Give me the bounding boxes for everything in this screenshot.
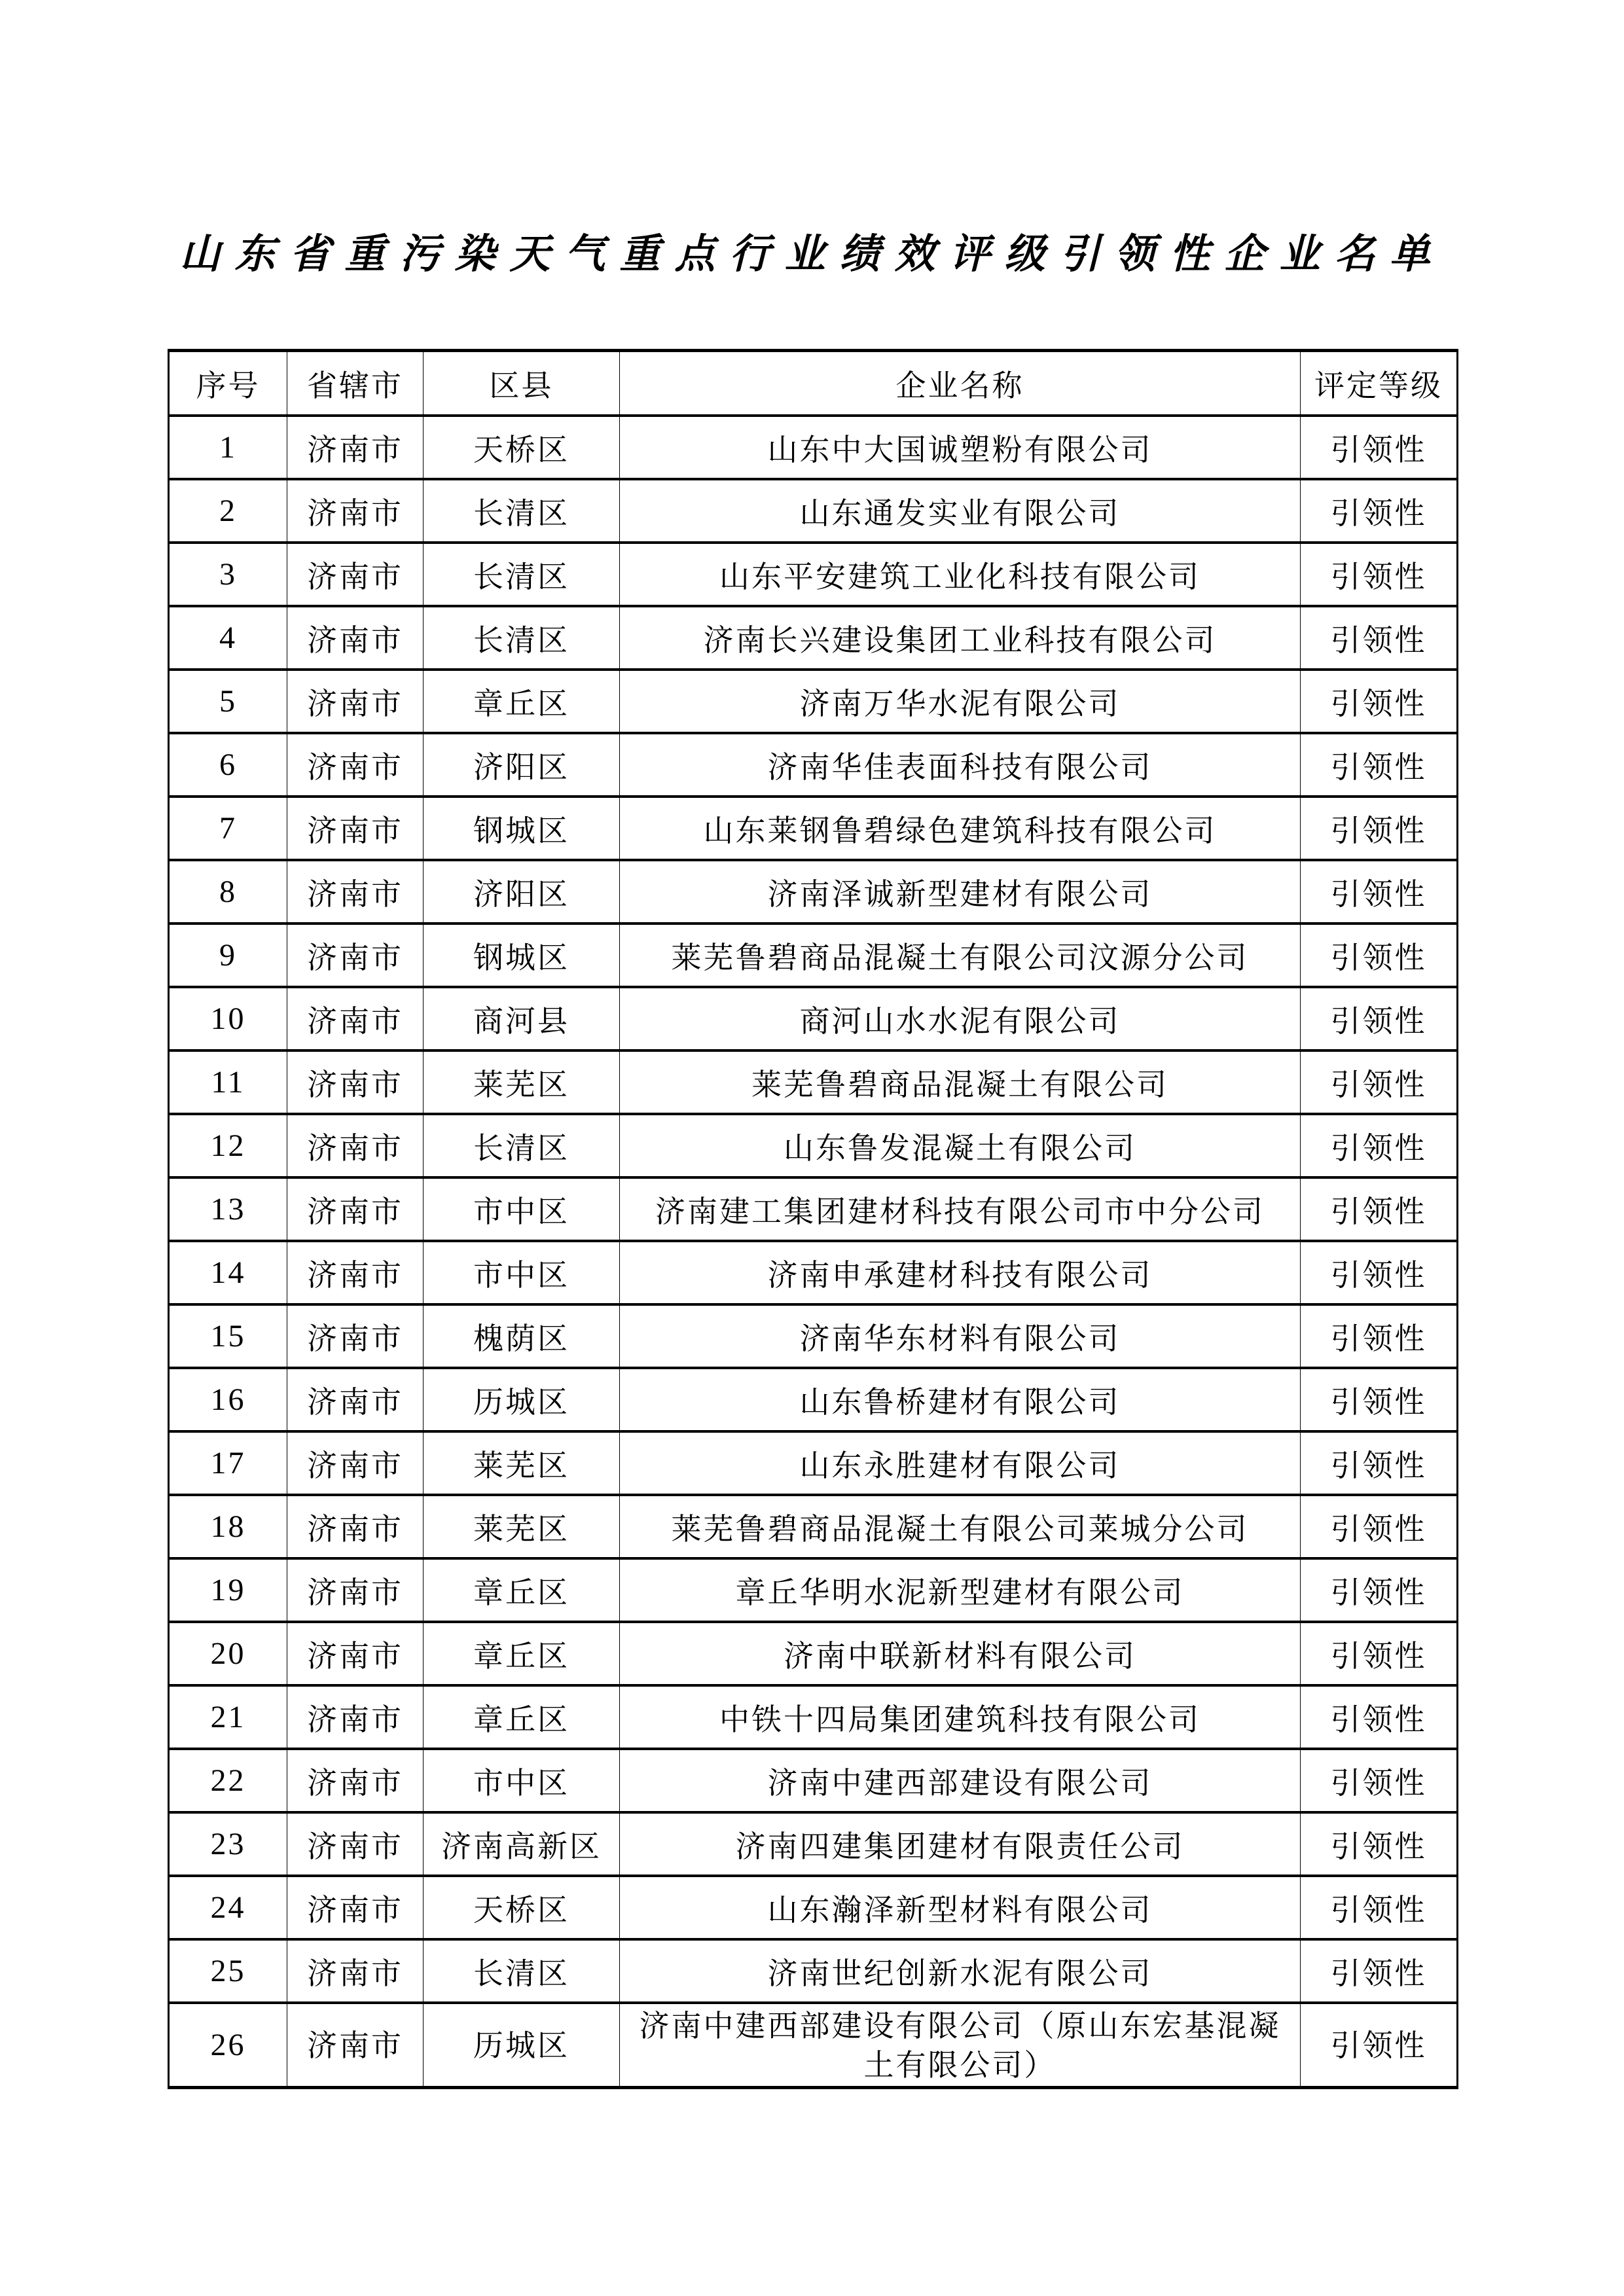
cell-district: 济阳区	[424, 860, 620, 924]
table-row	[169, 1685, 1458, 1749]
cell-company: 济南华佳表面科技有限公司	[620, 733, 1301, 797]
table-row	[169, 1304, 1458, 1368]
cell-company: 济南中建西部建设有限公司	[620, 1749, 1301, 1812]
cell-company: 山东通发实业有限公司	[620, 479, 1301, 543]
cell-level: 引领性	[1301, 2003, 1458, 2088]
cell-city: 济南市	[287, 670, 424, 733]
cell-district: 长清区	[424, 606, 620, 670]
cell-district: 钢城区	[424, 797, 620, 860]
cell-city: 济南市	[287, 733, 424, 797]
cell-no: 10	[169, 987, 287, 1050]
cell-city: 济南市	[287, 1685, 424, 1749]
cell-level: 引领性	[1301, 1495, 1458, 1558]
table-header-row	[169, 351, 1458, 416]
document-title: 山东省重污染天气重点行业绩效评级引领性企业名单	[179, 230, 1445, 278]
cell-district: 章丘区	[424, 1685, 620, 1749]
cell-no: 6	[169, 733, 287, 797]
cell-company: 莱芜鲁碧商品混凝土有限公司莱城分公司	[620, 1495, 1301, 1558]
table-row	[169, 797, 1458, 860]
cell-level: 引领性	[1301, 1368, 1458, 1431]
cell-no: 20	[169, 1622, 287, 1685]
cell-company: 章丘华明水泥新型建材有限公司	[620, 1558, 1301, 1622]
cell-no: 12	[169, 1114, 287, 1177]
cell-city: 济南市	[287, 416, 424, 479]
cell-city: 济南市	[287, 1241, 424, 1304]
cell-district: 莱芜区	[424, 1431, 620, 1495]
cell-city: 济南市	[287, 1304, 424, 1368]
table-row	[169, 1050, 1458, 1114]
cell-company: 山东鲁发混凝土有限公司	[620, 1114, 1301, 1177]
cell-district: 钢城区	[424, 924, 620, 987]
cell-no: 19	[169, 1558, 287, 1622]
cell-level: 引领性	[1301, 987, 1458, 1050]
cell-city: 济南市	[287, 1177, 424, 1241]
cell-company: 济南中建西部建设有限公司（原山东宏基混凝土有限公司）	[620, 2003, 1301, 2088]
table-row	[169, 1177, 1458, 1241]
cell-district: 天桥区	[424, 416, 620, 479]
table-row	[169, 1749, 1458, 1812]
cell-no: 14	[169, 1241, 287, 1304]
cell-district: 长清区	[424, 1114, 620, 1177]
header-district: 区县	[424, 351, 620, 416]
cell-level: 引领性	[1301, 1177, 1458, 1241]
cell-no: 11	[169, 1050, 287, 1114]
cell-level: 引领性	[1301, 1558, 1458, 1622]
cell-company: 莱芜鲁碧商品混凝土有限公司汶源分公司	[620, 924, 1301, 987]
cell-district: 章丘区	[424, 670, 620, 733]
cell-district: 济阳区	[424, 733, 620, 797]
table-row	[169, 733, 1458, 797]
header-level: 评定等级	[1301, 351, 1458, 416]
cell-company: 莱芜鲁碧商品混凝土有限公司	[620, 1050, 1301, 1114]
cell-district: 历城区	[424, 2003, 620, 2088]
cell-city: 济南市	[287, 1876, 424, 1939]
table-row	[169, 1241, 1458, 1304]
cell-company: 商河山水水泥有限公司	[620, 987, 1301, 1050]
cell-city: 济南市	[287, 606, 424, 670]
cell-city: 济南市	[287, 1622, 424, 1685]
cell-district: 槐荫区	[424, 1304, 620, 1368]
cell-no: 3	[169, 543, 287, 606]
cell-level: 引领性	[1301, 1622, 1458, 1685]
cell-district: 商河县	[424, 987, 620, 1050]
cell-district: 章丘区	[424, 1558, 620, 1622]
cell-level: 引领性	[1301, 1304, 1458, 1368]
cell-company: 济南世纪创新水泥有限公司	[620, 1939, 1301, 2003]
cell-no: 13	[169, 1177, 287, 1241]
cell-company: 济南长兴建设集团工业科技有限公司	[620, 606, 1301, 670]
cell-city: 济南市	[287, 2003, 424, 2088]
cell-company: 济南建工集团建材科技有限公司市中分公司	[620, 1177, 1301, 1241]
cell-company: 济南中联新材料有限公司	[620, 1622, 1301, 1685]
table-row	[169, 670, 1458, 733]
table-row	[169, 860, 1458, 924]
cell-city: 济南市	[287, 1558, 424, 1622]
table-row	[169, 1368, 1458, 1431]
cell-district: 长清区	[424, 1939, 620, 2003]
cell-level: 引领性	[1301, 1431, 1458, 1495]
table-row	[169, 1558, 1458, 1622]
cell-no: 4	[169, 606, 287, 670]
cell-no: 25	[169, 1939, 287, 2003]
cell-city: 济南市	[287, 1495, 424, 1558]
cell-no: 23	[169, 1812, 287, 1876]
cell-district: 市中区	[424, 1749, 620, 1812]
cell-company: 济南泽诚新型建材有限公司	[620, 860, 1301, 924]
cell-city: 济南市	[287, 1431, 424, 1495]
cell-level: 引领性	[1301, 1876, 1458, 1939]
header-company: 企业名称	[620, 351, 1301, 416]
cell-company: 济南四建集团建材有限责任公司	[620, 1812, 1301, 1876]
header-city: 省辖市	[287, 351, 424, 416]
table-row	[169, 606, 1458, 670]
cell-level: 引领性	[1301, 733, 1458, 797]
cell-company: 山东瀚泽新型材料有限公司	[620, 1876, 1301, 1939]
cell-city: 济南市	[287, 987, 424, 1050]
table-row	[169, 1812, 1458, 1876]
cell-no: 24	[169, 1876, 287, 1939]
cell-level: 引领性	[1301, 860, 1458, 924]
cell-no: 8	[169, 860, 287, 924]
cell-level: 引领性	[1301, 479, 1458, 543]
enterprise-list-table	[168, 349, 1458, 2089]
cell-level: 引领性	[1301, 797, 1458, 860]
cell-company: 山东中大国诚塑粉有限公司	[620, 416, 1301, 479]
cell-level: 引领性	[1301, 416, 1458, 479]
cell-district: 市中区	[424, 1177, 620, 1241]
table-row	[169, 479, 1458, 543]
cell-company: 济南华东材料有限公司	[620, 1304, 1301, 1368]
cell-no: 22	[169, 1749, 287, 1812]
cell-district: 市中区	[424, 1241, 620, 1304]
cell-level: 引领性	[1301, 1685, 1458, 1749]
cell-district: 天桥区	[424, 1876, 620, 1939]
cell-level: 引领性	[1301, 1050, 1458, 1114]
cell-district: 长清区	[424, 479, 620, 543]
cell-district: 章丘区	[424, 1622, 620, 1685]
cell-no: 17	[169, 1431, 287, 1495]
header-no: 序号	[169, 351, 287, 416]
cell-district: 历城区	[424, 1368, 620, 1431]
cell-city: 济南市	[287, 479, 424, 543]
table-row	[169, 2003, 1458, 2088]
cell-level: 引领性	[1301, 606, 1458, 670]
table-row	[169, 416, 1458, 479]
table-row	[169, 1939, 1458, 2003]
cell-city: 济南市	[287, 1812, 424, 1876]
cell-company: 山东永胜建材有限公司	[620, 1431, 1301, 1495]
cell-level: 引领性	[1301, 1241, 1458, 1304]
table-row	[169, 1431, 1458, 1495]
cell-company: 济南万华水泥有限公司	[620, 670, 1301, 733]
cell-no: 1	[169, 416, 287, 479]
cell-level: 引领性	[1301, 543, 1458, 606]
cell-level: 引领性	[1301, 1749, 1458, 1812]
cell-no: 18	[169, 1495, 287, 1558]
cell-city: 济南市	[287, 1050, 424, 1114]
cell-city: 济南市	[287, 924, 424, 987]
cell-level: 引领性	[1301, 670, 1458, 733]
cell-city: 济南市	[287, 797, 424, 860]
cell-company: 中铁十四局集团建筑科技有限公司	[620, 1685, 1301, 1749]
table-row	[169, 543, 1458, 606]
table-row	[169, 1622, 1458, 1685]
cell-no: 21	[169, 1685, 287, 1749]
table-row	[169, 1876, 1458, 1939]
cell-level: 引领性	[1301, 1114, 1458, 1177]
cell-no: 7	[169, 797, 287, 860]
table-row	[169, 1495, 1458, 1558]
cell-district: 莱芜区	[424, 1495, 620, 1558]
table-row	[169, 987, 1458, 1050]
cell-no: 26	[169, 2003, 287, 2088]
cell-city: 济南市	[287, 543, 424, 606]
cell-no: 5	[169, 670, 287, 733]
cell-no: 15	[169, 1304, 287, 1368]
cell-city: 济南市	[287, 1939, 424, 2003]
table-row	[169, 1114, 1458, 1177]
cell-district: 济南高新区	[424, 1812, 620, 1876]
cell-city: 济南市	[287, 1368, 424, 1431]
cell-city: 济南市	[287, 1114, 424, 1177]
cell-no: 2	[169, 479, 287, 543]
cell-company: 山东莱钢鲁碧绿色建筑科技有限公司	[620, 797, 1301, 860]
cell-company: 山东鲁桥建材有限公司	[620, 1368, 1301, 1431]
cell-city: 济南市	[287, 860, 424, 924]
cell-district: 长清区	[424, 543, 620, 606]
cell-level: 引领性	[1301, 1812, 1458, 1876]
cell-company: 济南申承建材科技有限公司	[620, 1241, 1301, 1304]
cell-no: 16	[169, 1368, 287, 1431]
cell-district: 莱芜区	[424, 1050, 620, 1114]
table-row	[169, 924, 1458, 987]
cell-city: 济南市	[287, 1749, 424, 1812]
cell-no: 9	[169, 924, 287, 987]
cell-level: 引领性	[1301, 924, 1458, 987]
cell-level: 引领性	[1301, 1939, 1458, 2003]
cell-company: 山东平安建筑工业化科技有限公司	[620, 543, 1301, 606]
